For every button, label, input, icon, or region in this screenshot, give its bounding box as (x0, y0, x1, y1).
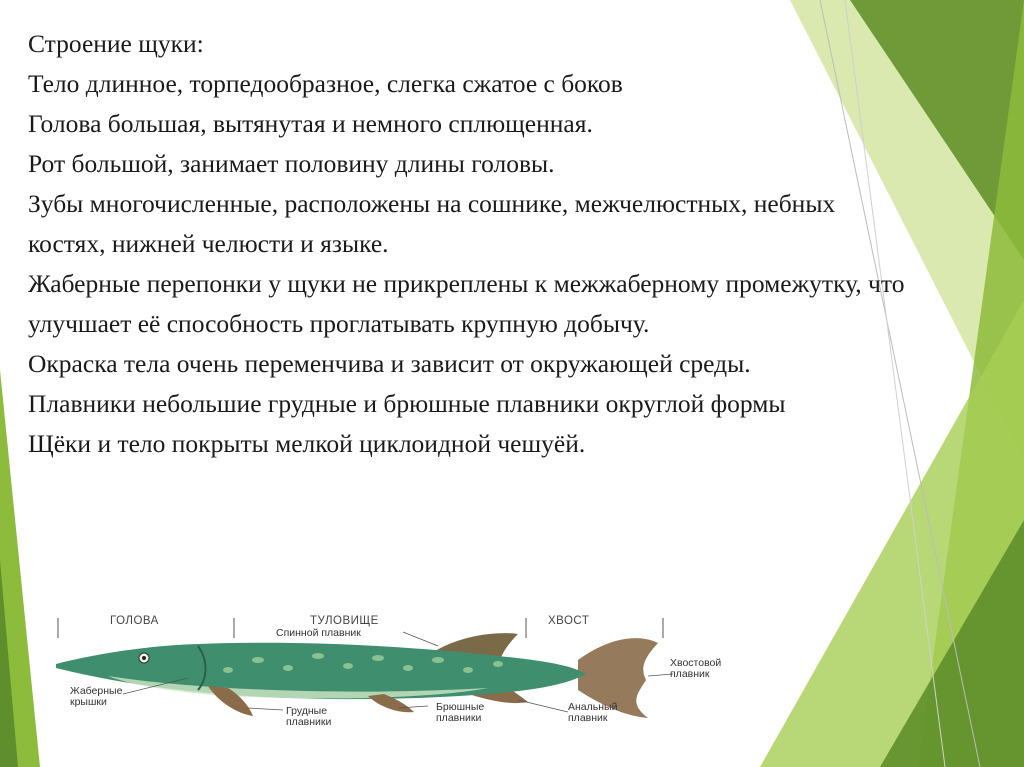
text-line-color: Окраска тела очень переменчива и зависит от окружающей среды. (28, 349, 751, 378)
text-line-body: Тело длинное, торпедообразное, слегка сжатое с боков (28, 69, 623, 98)
text-line-mouth: Рот большой, занимает половину длины головы. (28, 149, 555, 178)
label-caudal-fin: Хвостовой плавник (670, 657, 722, 680)
label-trunk: ТУЛОВИЩЕ (310, 615, 379, 627)
text-line-head: Голова большая, вытянутая и немного сплющенная. (28, 109, 593, 138)
text-line-scales: Щёки и тело покрыты мелкой циклоидной чешуёй. (28, 429, 586, 458)
text-line-gills: Жаберные перепонки у щуки не прикреплены к межжаберному промежутку, что улучшает её способность проглатывать крупную добычу. (28, 269, 905, 338)
label-pectoral-fins: Грудные плавники (286, 705, 332, 728)
label-dorsal-fin: Спинной плавник (276, 627, 361, 639)
pike-diagram (48, 598, 734, 752)
label-tail: ХВОСТ (548, 615, 590, 627)
label-pelvic-fins: Брюшные плавники (436, 701, 485, 724)
text-line-teeth: Зубы многочисленные, расположены на сошнике, межчелюстных, небных костях, нижней челюсти и языке. (28, 189, 836, 258)
text-line-fins: Плавники небольшие грудные и брюшные плавники округлой формы (28, 389, 786, 418)
label-gill-covers: Жаберные крышки (70, 685, 123, 708)
slide-text (28, 24, 958, 464)
text-line-title: Строение щуки: (28, 29, 204, 58)
label-head: ГОЛОВА (110, 615, 159, 627)
label-anal-fin: Анальный плавник (568, 701, 618, 724)
